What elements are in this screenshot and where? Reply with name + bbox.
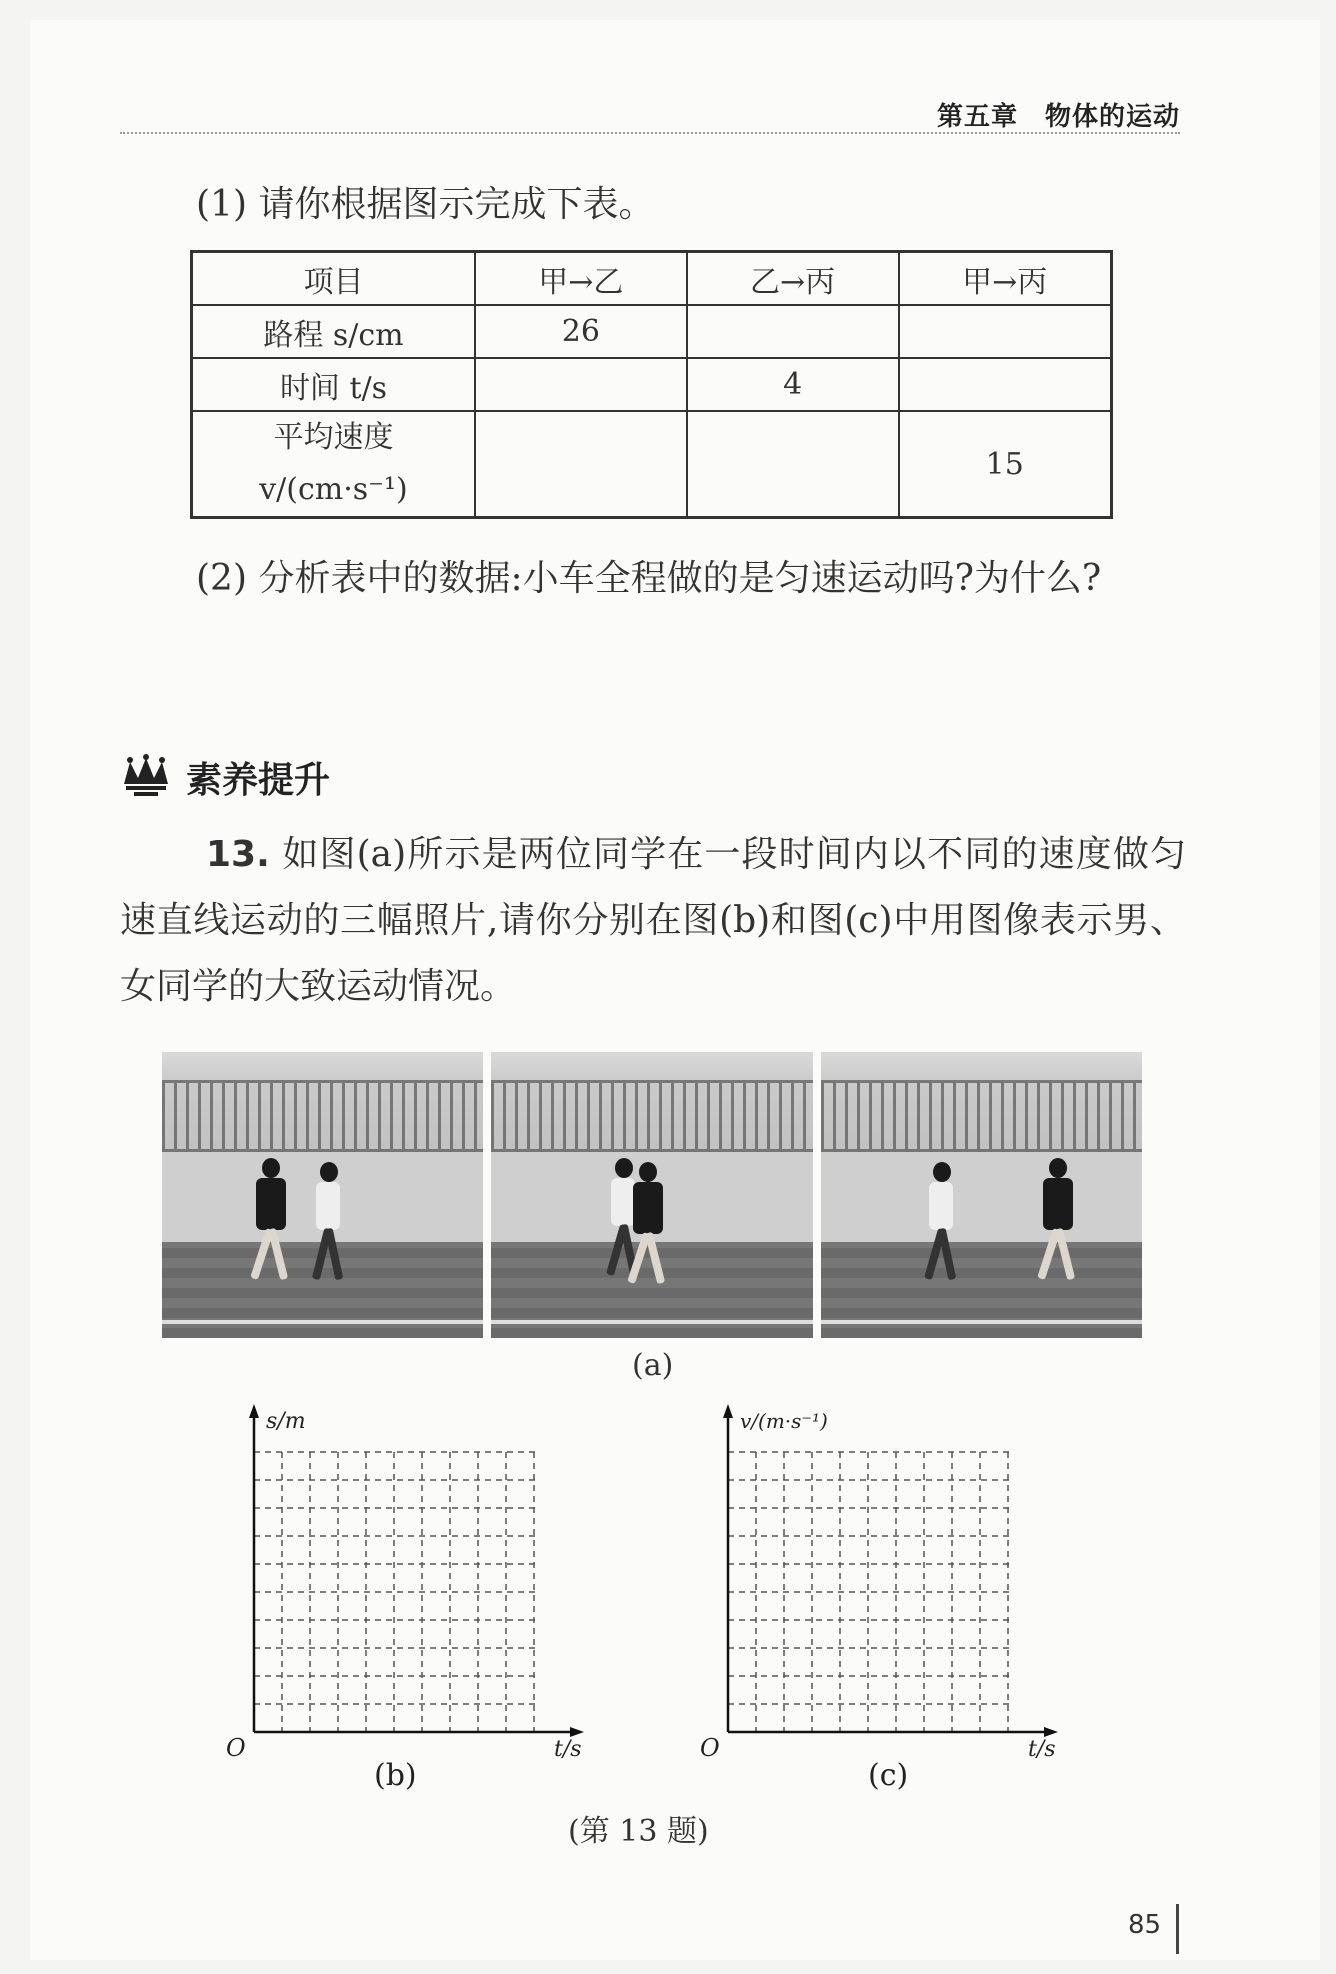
x-axis-arrow <box>1044 1727 1058 1737</box>
photo-3 <box>821 1052 1142 1338</box>
section-heading <box>120 752 330 802</box>
graph-b-caption: (b) <box>374 1758 417 1793</box>
page-number: 85 <box>1128 1910 1162 1940</box>
question-1-text: (1) 请你根据图示完成下表。 <box>196 184 655 225</box>
data-table <box>190 250 1113 519</box>
page-number-divider <box>1176 1904 1179 1954</box>
page-header <box>120 96 1180 134</box>
graph-b <box>226 1396 596 1760</box>
crown-icon <box>120 754 172 800</box>
header-cell: 乙→丙 <box>687 252 899 306</box>
table-cell <box>899 305 1112 358</box>
section-title: 素养提升 <box>186 759 331 801</box>
header-cell: 项目 <box>192 252 476 306</box>
y-axis-label: v/(m·s⁻¹) <box>740 1409 828 1433</box>
photo-caption: (a) <box>632 1348 674 1383</box>
table-cell <box>687 411 899 518</box>
grid-c <box>728 1452 1012 1732</box>
table-cell: 26 <box>475 305 687 358</box>
y-axis-arrow <box>249 1404 259 1418</box>
grid-b <box>254 1452 538 1732</box>
x-axis-label: t/s <box>1028 1737 1056 1760</box>
header-cell: 甲→乙 <box>475 252 687 306</box>
chapter-title: 第五章 物体的运动 <box>936 102 1180 132</box>
photo-1 <box>162 1052 483 1338</box>
row-label: 路程 s/cm <box>192 305 476 358</box>
graph-c <box>700 1396 1070 1760</box>
table-row <box>192 358 1112 411</box>
table-row <box>192 411 1112 518</box>
header-cell: 甲→丙 <box>899 252 1112 306</box>
table-header-row <box>192 252 1112 306</box>
table-cell: 4 <box>687 358 899 411</box>
y-axis-arrow <box>723 1404 733 1418</box>
figure-caption: (第 13 题) <box>568 1814 709 1849</box>
row-label-line1: 平均速度 <box>273 420 394 455</box>
table-row <box>192 305 1112 358</box>
question-13 <box>120 822 1186 1020</box>
graph-c-caption: (c) <box>868 1758 909 1793</box>
x-axis-label: t/s <box>554 1737 582 1760</box>
x-axis-arrow <box>570 1727 584 1737</box>
table-cell <box>475 358 687 411</box>
row-label-line2: v/(cm·s⁻¹) <box>259 472 408 507</box>
row-label: 时间 t/s <box>192 358 476 411</box>
question-2-text: (2) 分析表中的数据:小车全程做的是匀速运动吗?为什么? <box>196 558 1102 599</box>
origin-label: O <box>226 1734 246 1760</box>
table-cell <box>687 305 899 358</box>
y-axis-label: s/m <box>266 1409 306 1434</box>
question-13-text: 如图(a)所示是两位同学在一段时间内以不同的速度做匀速直线运动的三幅照片,请你分别在图(b)和图(c)中用图像表示男、女同学的大致运动情况。 <box>120 834 1186 1007</box>
row-label <box>192 411 476 518</box>
photo-2 <box>491 1052 812 1338</box>
photo-strip <box>162 1052 1142 1338</box>
table-cell <box>899 358 1112 411</box>
table-cell <box>475 411 687 518</box>
question-number: 13. <box>206 834 270 875</box>
origin-label: O <box>700 1734 720 1760</box>
table-cell: 15 <box>899 411 1112 518</box>
